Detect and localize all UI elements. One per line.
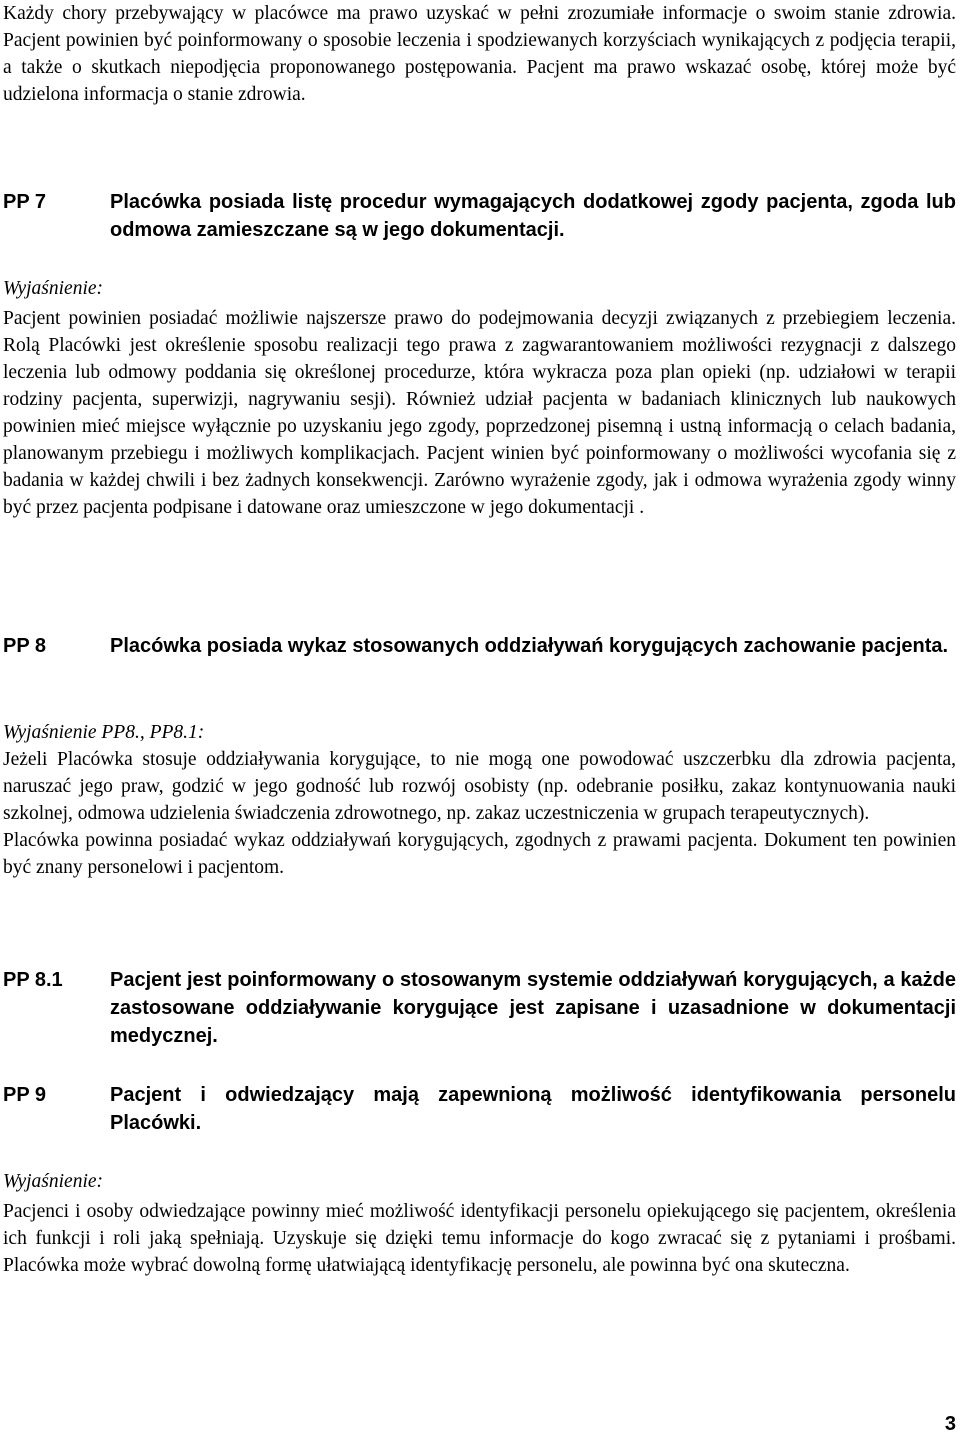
pp8-explanation-label: Wyjaśnienie PP8., PP8.1: [3, 722, 205, 743]
page-number: 3 [944, 1413, 956, 1435]
pp9-explanation-label: Wyjaśnienie: [3, 1171, 104, 1192]
pp9-explanation-section [3, 1168, 956, 1279]
pp9-explanation-paragraph: Pacjenci i osoby odwiedzające powinny mieć możliwość identyfikacji personelu opiekującego się pacjentem, określenia ich funkcji i roli jaką spełniają. Uzyskuje się dzięki temu informacje do kogo zwracać się z pytaniami i prośbami. Placówka może wybrać dowolną formę ułatwiającą identyfikację personelu, ale powinna być ona skuteczna. [3, 1201, 956, 1276]
pp7-explanation-label: Wyjaśnienie: [3, 278, 104, 299]
pp8-1-requirement [3, 966, 956, 1050]
pp8-explanation-section [3, 719, 956, 881]
pp8-1-code: PP 8.1 [3, 969, 63, 991]
pp8-1-title: Pacjent jest poinformowany o stosowanym systemie oddziaływań korygujących, a każde zastosowane oddziaływanie korygujące jest zapisane i uzasadnione w dokumentacji medycznej. [110, 969, 956, 1047]
intro-paragraph: Każdy chory przebywający w placówce ma prawo uzyskać w pełni zrozumiałe informacje o swoim stanie zdrowia. Pacjent powinien być poinformowany o sposobie leczenia i spodziewanych korzyściach wynikających z podjęcia terapii, a także o skutkach niepodjęcia proponowanego postępowania. Pacjent ma prawo wskazać osobę, której może być udzielona informacja o stanie zdrowia. [3, 3, 956, 105]
pp8-code: PP 8 [3, 635, 46, 657]
pp8-explanation-paragraph-2: Placówka powinna posiadać wykaz oddziaływań korygujących, zgodnych z prawami pacjenta. Dokument ten powinien być znany personelowi i pacjentom. [3, 830, 956, 878]
pp9-code: PP 9 [3, 1084, 46, 1106]
pp7-explanation-section [3, 275, 956, 521]
pp7-explanation-paragraph: Pacjent powinien posiadać możliwie najszersze prawo do podejmowania decyzji związanych z przebiegiem leczenia. Rolą Placówki jest określenie sposobu realizacji tego prawa z zagwarantowaniem możliwości rezygnacji z dalszego leczenia lub odmowy poddania się określonej procedurze, która wykracza poza plan opieki (np. udziałowi w terapii rodziny pacjenta, superwizji, nagrywaniu sesji). Również udział pacjenta w badaniach klinicznych lub naukowych powinien mieć miejsce wyłącznie po uzyskaniu jego zgody, poprzedzonej pisemną i ustną informacją o celach badania, planowanym przebiegu i możliwych komplikacjach. Pacjent winien być poinformowany o możliwości wycofania się z badania w każdej chwili i bez żadnych konsekwencji. Zarówno wyrażenie zgody, jak i odmowa wyrażenia zgody winny być przez pacjenta podpisane i datowane oraz umieszczone w jego dokumentacji . [3, 308, 956, 518]
pp9-title: Pacjent i odwiedzający mają zapewnioną możliwość identyfikowania personelu Placówki. [110, 1084, 956, 1134]
pp7-title: Placówka posiada listę procedur wymagających dodatkowej zgody pacjenta, zgoda lub odmowa zamieszczane są w jego dokumentacji. [110, 191, 956, 241]
pp7-code: PP 7 [3, 191, 46, 213]
pp7-requirement [3, 188, 956, 244]
pp8-explanation-paragraph-1: Jeżeli Placówka stosuje oddziaływania korygujące, to nie mogą one powodować uszczerbku dla zdrowia pacjenta, naruszać jego praw, godzić w jego godność lub rozwój osobisty (np. odebranie posiłku, zakaz kontynuowania nauki szkolnej, odmowa udzielenia świadczenia zdrowotnego, np. zakaz uczestniczenia w grupach terapeutycznych). [3, 749, 956, 824]
intro-section [3, 0, 956, 108]
pp9-requirement [3, 1081, 956, 1137]
pp8-title: Placówka posiada wykaz stosowanych oddziaływań korygujących zachowanie pacjenta. [110, 635, 949, 657]
pp8-requirement [3, 632, 956, 688]
